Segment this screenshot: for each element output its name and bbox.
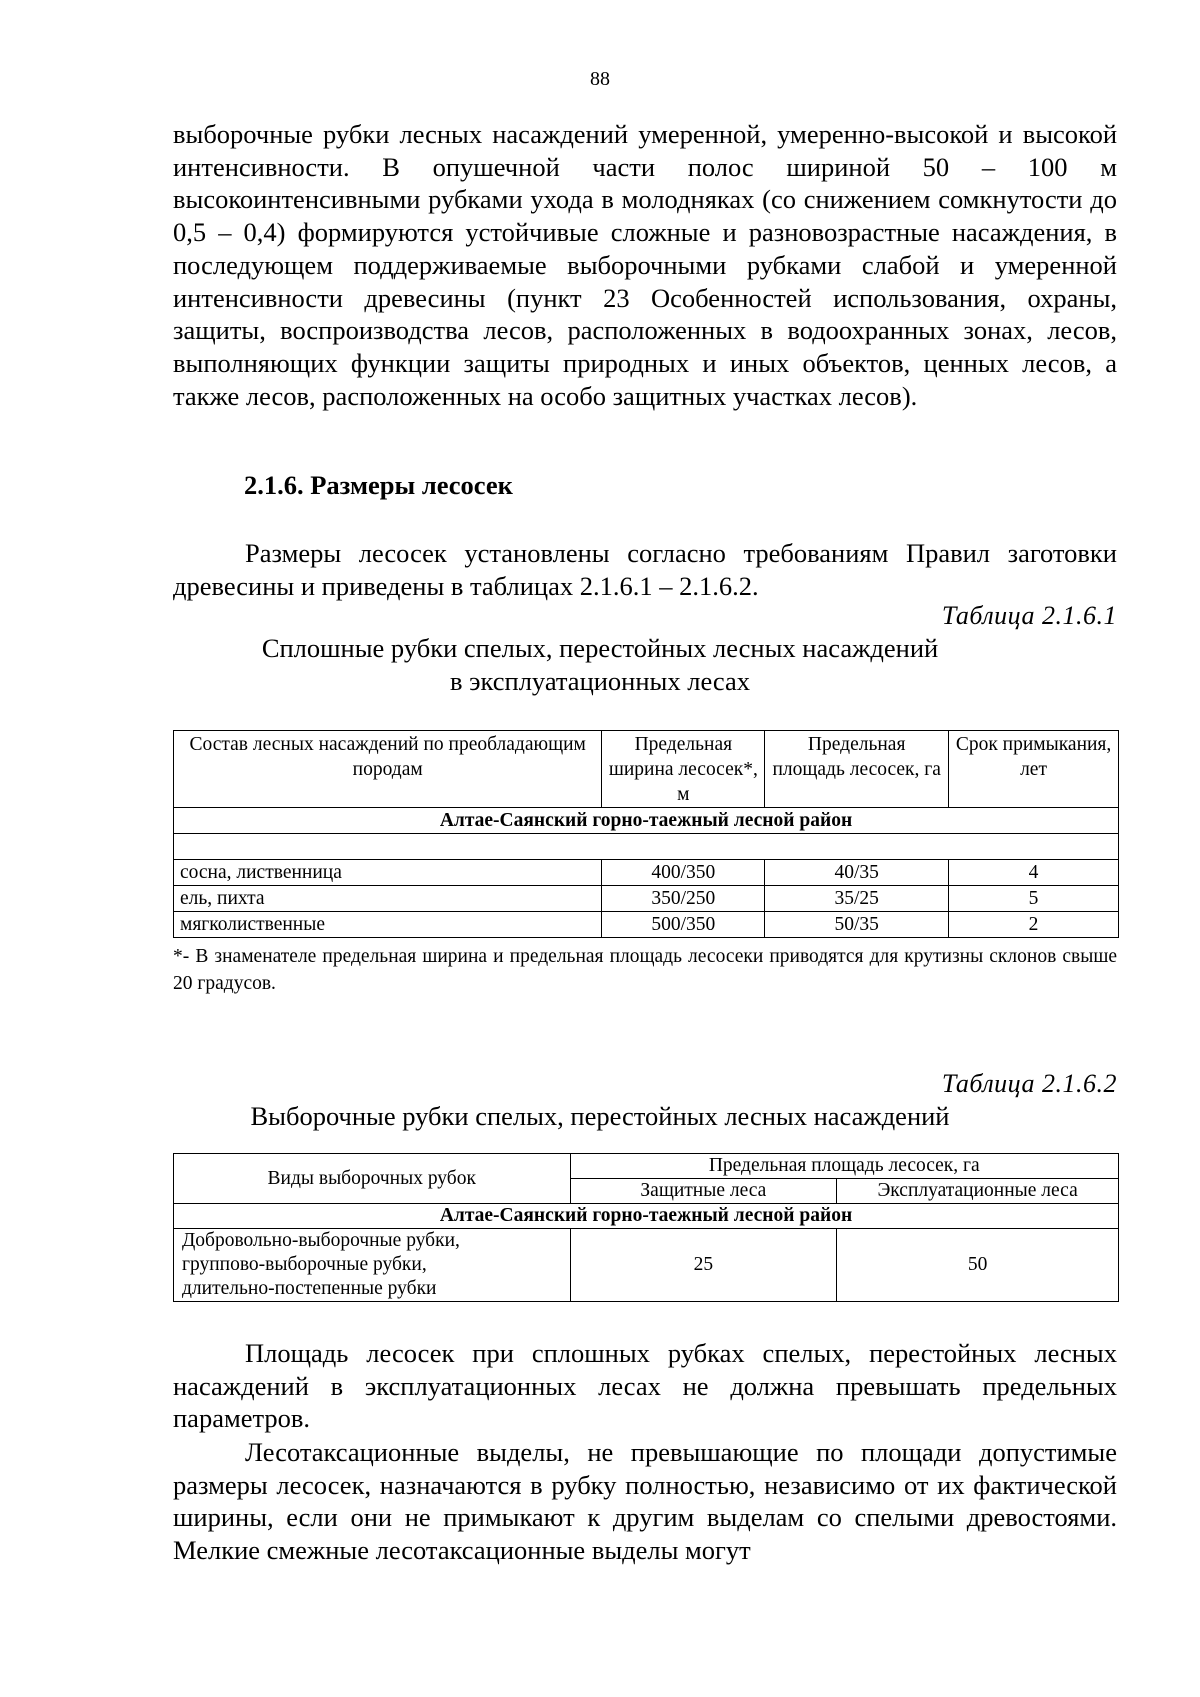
col-header-adjoin-period: Срок примыкания, лет	[949, 731, 1119, 808]
table1-title-line2: в эксплуатационных лесах	[450, 666, 750, 696]
empty-row	[174, 834, 1119, 860]
cell-area: 35/25	[765, 886, 949, 912]
col-header-composition: Состав лесных насаждений по преобладающим породам	[174, 731, 602, 808]
cell-width: 400/350	[602, 860, 765, 886]
table-row	[174, 860, 1119, 886]
region-label: Алтае-Саянский горно-таежный лесной район	[174, 808, 1119, 834]
table2-caption: Таблица 2.1.6.2	[941, 1069, 1117, 1098]
col-header-protective: Защитные леса	[570, 1179, 837, 1204]
cell-period: 2	[949, 912, 1119, 938]
empty-cell	[174, 834, 1119, 860]
table-selective-cutting	[173, 1153, 1119, 1302]
cell-species: ель, пихта	[174, 886, 602, 912]
paragraph-area: Площадь лесосек при сплошных рубках спелых, перестойных лесных насаждений в эксплуатационных лесах не должна превышать предельных параметров.	[173, 1338, 1117, 1434]
col-header-width: Предельная ширина лесосек*, м	[602, 731, 765, 808]
cell-width: 500/350	[602, 912, 765, 938]
cutting-type-line: длительно-постепенные рубки	[182, 1278, 437, 1299]
cell-species: сосна, лиственница	[174, 860, 602, 886]
cell-area: 40/35	[765, 860, 949, 886]
table-row	[174, 912, 1119, 938]
table-header-row	[174, 731, 1119, 808]
paragraph-sizes: Размеры лесосек установлены согласно требованиям Правил заготовки древесины и приведены в таблицах 2.1.6.1 – 2.1.6.2.	[173, 538, 1117, 601]
cell-width: 350/250	[602, 886, 765, 912]
table-row	[174, 886, 1119, 912]
table-row	[174, 1229, 1119, 1302]
col-header-exploitation: Эксплуатационные леса	[837, 1179, 1119, 1204]
table1-caption: Таблица 2.1.6.1	[941, 601, 1117, 630]
section-heading: 2.1.6. Размеры лесосек	[244, 470, 513, 500]
region-row	[174, 808, 1119, 834]
cell-exploitation-area: 50	[837, 1229, 1119, 1302]
cell-period: 5	[949, 886, 1119, 912]
region-label: Алтае-Саянский горно-таежный лесной район	[174, 1204, 1119, 1229]
page-number: 88	[590, 68, 610, 90]
cutting-type-line: группово-выборочные рубки,	[182, 1254, 427, 1275]
table1-title-line1: Сплошные рубки спелых, перестойных лесных насаждений	[261, 633, 939, 663]
cell-period: 4	[949, 860, 1119, 886]
paragraph-plots: Лесотаксационные выделы, не превышающие по площади допустимые размеры лесосек, назначаются в рубку полностью, независимо от их фактической ширины, если они не примыкают к другим выделам со спелыми древостоями. Мелкие смежные лесотаксационные выделы могут	[173, 1437, 1117, 1566]
table-clear-cutting	[173, 730, 1119, 938]
paragraph-intro: выборочные рубки лесных насаждений умеренной, умеренно-высокой и высокой интенсивности. В опушечной части полос шириной 50 – 100 м высокоинтенсивными рубками ухода в молодняках (со снижением сомкнутости до 0,5 – 0,4) формируются устойчивые сложные и разновозрастные насаждения, в последующем поддерживаемые выборочными рубками слабой и умеренной интенсивности древесины (пункт 23 Особенностей использования, охраны, защиты, воспроизводства лесов, расположенных в водоохранных зонах, лесов, выполняющих функции защиты природных и иных объектов, ценных лесов, а также лесов, расположенных на особо защитных участках лесов).	[173, 119, 1117, 411]
table1-footnote: *- В знаменателе предельная ширина и предельная площадь лесосеки приводятся для крутизны склонов свыше 20 градусов.	[173, 946, 1117, 994]
cell-protective-area: 25	[570, 1229, 837, 1302]
cell-cutting-types	[174, 1229, 571, 1302]
col-header-area: Предельная площадь лесосек, га	[765, 731, 949, 808]
cell-species: мягколиственные	[174, 912, 602, 938]
region-row	[174, 1204, 1119, 1229]
table-header-row	[174, 1154, 1119, 1179]
col-header-max-area: Предельная площадь лесосек, га	[570, 1154, 1119, 1179]
table2-title: Выборочные рубки спелых, перестойных лесных насаждений	[250, 1101, 950, 1131]
cutting-type-line: Добровольно-выборочные рубки,	[182, 1230, 460, 1251]
col-header-cutting-type: Виды выборочных рубок	[174, 1154, 571, 1204]
cell-area: 50/35	[765, 912, 949, 938]
